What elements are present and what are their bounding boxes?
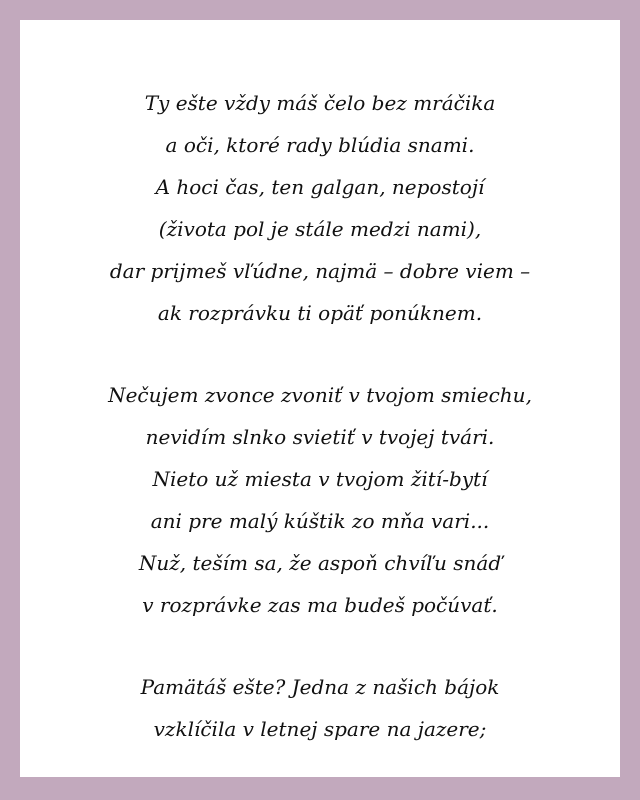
poem-line: Nečujem zvonce zvoniť v tvojom smiechu, [108,383,532,407]
stanza-2 [20,374,620,626]
poem-line: nevidím slnko svietiť v tvojej tvári. [145,425,495,449]
poem-line: Nieto už miesta v tvojom žití-bytí [152,467,488,491]
poem-line: dar prijmeš vľúdne, najmä – dobre viem – [109,259,531,283]
poem-line: vzklíčila v letnej spare na jazere; [153,717,487,741]
poem-line: (života pol je stále medzi nami), [158,217,482,241]
page-sheet [20,20,620,777]
poem-line: v rozprávke zas ma budeš počúvať. [142,593,498,617]
poem-line: ani pre malý kúštik zo mňa vari... [150,509,490,533]
poem [20,82,620,790]
poem-line: A hoci čas, ten galgan, nepostojí [155,175,485,199]
poem-line: Pamätáš ešte? Jedna z našich bájok [140,675,500,699]
poem-line: a oči, ktoré rady blúdia snami. [165,133,475,157]
stanza-1 [20,82,620,334]
poem-line: Nuž, teším sa, že aspoň chvíľu snáď [138,551,502,575]
poem-line: Ty ešte vždy máš čelo bez mráčika [144,91,496,115]
poem-line: ak rozprávku ti opäť ponúknem. [157,301,483,325]
stanza-3 [20,666,620,750]
